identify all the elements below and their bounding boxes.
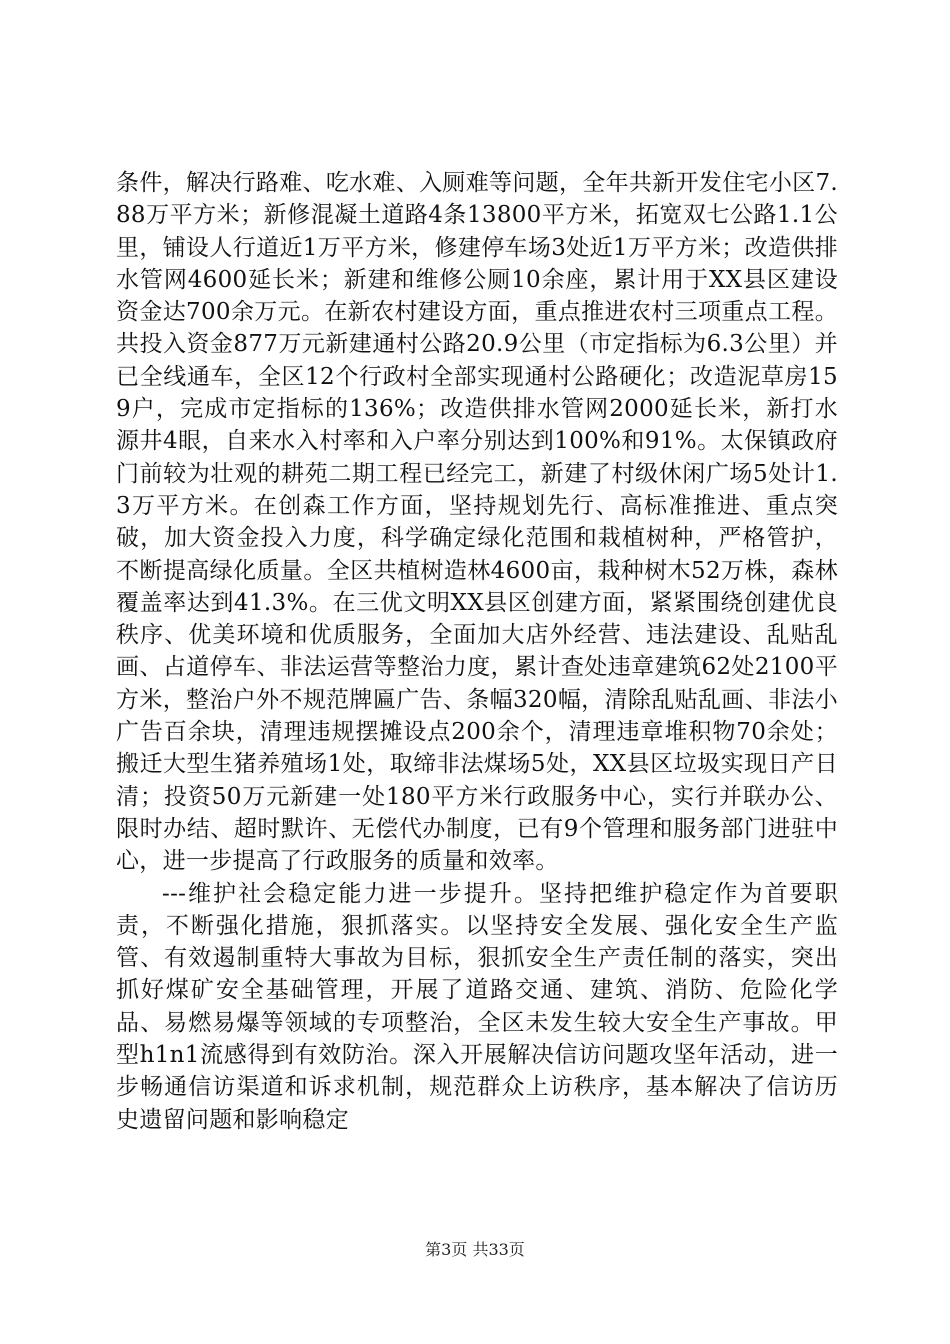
document-body [116,167,838,1136]
body-paragraph-2: ---维护社会稳定能力进一步提升。坚持把维护稳定作为首要职责，不断强化措施，狠抓落实。以坚持安全发展、强化安全生产监管、有效遏制重特大事故为目标，狠抓安全生产责任制的落实，突出抓好煤矿安全基础管理，开展了道路交通、建筑、消防、危险化学品、易燃易爆等领域的专项整治，全区未发生较大安全生产事故。甲型h1n1流感得到有效防治。深入开展解决信访问题攻坚年活动，进一步畅通信访渠道和诉求机制，规范群众上访秩序，基本解决了信访历史遗留问题和影响稳定 [116,880,838,1133]
page-number-footer: 第3页 共33页 [425,1240,525,1259]
body-paragraph-1: 条件，解决行路难、吃水难、入厕难等问题，全年共新开发住宅小区7.88万平方米；新修混凝土道路4条13800平方米，拓宽双七公路1.1公里，铺设人行道近1万平方米，修建停车场3处近1万平方米；改造供排水管网4600延长米；新建和维修公厕10余座，累计用于XX县区建设资金达700余万元。在新农村建设方面，重点推进农村三项重点工程。共投入资金877万元新建通村公路20.9公里（市定指标为6.3公里）并已全线通车，全区12个行政村全部实现通村公路硬化；改造泥草房159户，完成市定指标的136%；改造供排水管网2000延长米，新打水源井4眼，自来水入村率和入户率分别达到100%和91%。太保镇政府门前较为壮观的耕苑二期工程已经完工，新建了村级休闲广场5处计1.3万平方米。在创森工作方面，坚持规划先行、高标准推进、重点突破，加大资金投入力度，科学确定绿化范围和栽植树种，严格管护，不断提高绿化质量。全区共植树造林4600亩，栽种树木52万株，森林覆盖率达到41.3%。在三优文明XX县区创建方面，紧紧围绕创建优良秩序、优美环境和优质服务，全面加大店外经营、违法建设、乱贴乱画、占道停车、非法运营等整治力度，累计查处违章建筑62处2100平方米，整治户外不规范牌匾广告、条幅320幅，清除乱贴乱画、非法小广告百余块，清理违规摆摊设点200余个，清理违章堆积物70余处；搬迁大型生猪养殖场1处，取缔非法煤场5处，XX县区垃圾实现日产日清；投资50万元新建一处180平方米行政服务中心，实行并联办公、限时办结、超时默许、无偿代办制度，已有9个管理和服务部门进驻中心，进一步提高了行政服务的质量和效率。 [116,170,838,875]
